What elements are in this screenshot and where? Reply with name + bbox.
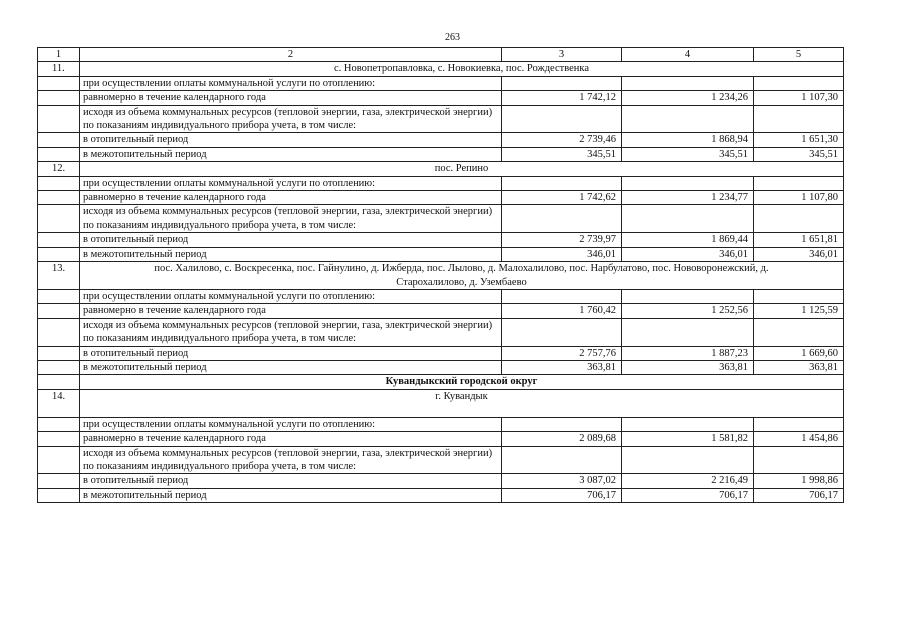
group-title: с. Новопетропавловка, с. Новокиевка, пос. Рождественка — [80, 62, 844, 76]
value-cell: 1 252,56 — [622, 304, 754, 318]
group-index: 14. — [38, 389, 80, 417]
row-label: при осуществлении оплаты коммунальной услуги по отоплению: — [80, 417, 502, 431]
row-label: равномерно в течение календарного года — [80, 304, 502, 318]
empty-cell — [502, 417, 622, 431]
value-cell: 1 887,23 — [622, 346, 754, 360]
value-cell: 1 125,59 — [754, 304, 844, 318]
column-number: 1 — [38, 48, 80, 62]
value-cell: 345,51 — [502, 147, 622, 161]
value-cell: 363,81 — [502, 360, 622, 374]
index-cell — [38, 205, 80, 233]
index-cell — [38, 176, 80, 190]
empty-cell — [502, 289, 622, 303]
empty-cell — [622, 289, 754, 303]
group-title: пос. Репино — [80, 162, 844, 176]
group-index: 12. — [38, 162, 80, 176]
index-cell — [38, 191, 80, 205]
empty-cell — [502, 318, 622, 346]
data-row — [38, 360, 844, 374]
tariff-table — [37, 47, 844, 503]
empty-cell — [502, 176, 622, 190]
value-cell: 1 998,86 — [754, 474, 844, 488]
value-cell: 1 651,30 — [754, 133, 844, 147]
value-cell: 1 581,82 — [622, 432, 754, 446]
column-number: 3 — [502, 48, 622, 62]
value-cell: 1 107,80 — [754, 191, 844, 205]
value-cell: 2 757,76 — [502, 346, 622, 360]
empty-cell — [622, 446, 754, 474]
index-cell — [38, 360, 80, 374]
empty-cell — [754, 289, 844, 303]
empty-cell — [502, 446, 622, 474]
value-cell: 706,17 — [622, 488, 754, 502]
index-cell — [38, 488, 80, 502]
empty-cell — [622, 76, 754, 90]
value-cell: 1 651,81 — [754, 233, 844, 247]
row-label: в межотопительный период — [80, 488, 502, 502]
index-cell — [38, 446, 80, 474]
row-label: в отопительный период — [80, 474, 502, 488]
index-cell — [38, 147, 80, 161]
value-cell: 706,17 — [754, 488, 844, 502]
value-cell: 346,01 — [622, 247, 754, 261]
value-cell: 346,01 — [754, 247, 844, 261]
group-index: 13. — [38, 262, 80, 290]
row-label: в межотопительный период — [80, 147, 502, 161]
index-cell — [38, 233, 80, 247]
empty-cell — [502, 76, 622, 90]
row-label: равномерно в течение календарного года — [80, 191, 502, 205]
index-cell — [38, 304, 80, 318]
group-title-row — [38, 162, 844, 176]
value-cell: 1 760,42 — [502, 304, 622, 318]
empty-cell — [502, 205, 622, 233]
data-row — [38, 474, 844, 488]
column-number: 5 — [754, 48, 844, 62]
column-number: 2 — [80, 48, 502, 62]
index-cell — [38, 289, 80, 303]
label-row — [38, 446, 844, 474]
row-label: равномерно в течение календарного года — [80, 91, 502, 105]
row-label: в отопительный период — [80, 346, 502, 360]
row-label: равномерно в течение календарного года — [80, 432, 502, 446]
value-cell: 3 087,02 — [502, 474, 622, 488]
row-label: в отопительный период — [80, 233, 502, 247]
group-title-row — [38, 262, 844, 290]
index-cell — [38, 76, 80, 90]
index-cell — [38, 247, 80, 261]
index-cell — [38, 105, 80, 133]
section-title: Кувандыкский городской округ — [80, 375, 844, 389]
value-cell: 1 742,62 — [502, 191, 622, 205]
index-cell — [38, 346, 80, 360]
value-cell: 2 089,68 — [502, 432, 622, 446]
data-row — [38, 191, 844, 205]
index-cell — [38, 417, 80, 431]
row-label: исходя из объема коммунальных ресурсов (тепловой энергии, газа, электрической энергии) по показаниям индивидуального прибора учета, в том числе: — [80, 446, 502, 474]
label-row — [38, 318, 844, 346]
empty-cell — [622, 417, 754, 431]
row-label: в отопительный период — [80, 133, 502, 147]
value-cell: 1 234,26 — [622, 91, 754, 105]
data-row — [38, 133, 844, 147]
label-row — [38, 205, 844, 233]
group-title-row — [38, 62, 844, 76]
data-row — [38, 147, 844, 161]
empty-cell — [754, 205, 844, 233]
row-label: исходя из объема коммунальных ресурсов (тепловой энергии, газа, электрической энергии) по показаниям индивидуального прибора учета, в том числе: — [80, 105, 502, 133]
data-row — [38, 432, 844, 446]
value-cell: 1 454,86 — [754, 432, 844, 446]
value-cell: 1 742,12 — [502, 91, 622, 105]
value-cell: 2 739,97 — [502, 233, 622, 247]
value-cell: 1 234,77 — [622, 191, 754, 205]
index-cell — [38, 474, 80, 488]
value-cell: 346,01 — [502, 247, 622, 261]
label-row — [38, 417, 844, 431]
page-number: 263 — [445, 32, 460, 43]
empty-cell — [622, 105, 754, 133]
data-row — [38, 233, 844, 247]
row-label: исходя из объема коммунальных ресурсов (тепловой энергии, газа, электрической энергии) по показаниям индивидуального прибора учета, в том числе: — [80, 205, 502, 233]
empty-cell — [754, 76, 844, 90]
empty-cell — [622, 205, 754, 233]
empty-cell — [754, 318, 844, 346]
empty-cell — [754, 446, 844, 474]
value-cell: 345,51 — [622, 147, 754, 161]
value-cell: 2 739,46 — [502, 133, 622, 147]
value-cell: 1 868,94 — [622, 133, 754, 147]
index-cell — [38, 432, 80, 446]
row-label: исходя из объема коммунальных ресурсов (тепловой энергии, газа, электрической энергии) по показаниям индивидуального прибора учета, в том числе: — [80, 318, 502, 346]
value-cell: 706,17 — [502, 488, 622, 502]
data-row — [38, 346, 844, 360]
data-row — [38, 304, 844, 318]
group-title-row — [38, 389, 844, 417]
empty-cell — [622, 318, 754, 346]
row-label: при осуществлении оплаты коммунальной услуги по отоплению: — [80, 176, 502, 190]
label-row — [38, 176, 844, 190]
row-label: при осуществлении оплаты коммунальной услуги по отоплению: — [80, 76, 502, 90]
index-cell — [38, 318, 80, 346]
data-row — [38, 488, 844, 502]
value-cell: 363,81 — [622, 360, 754, 374]
label-row — [38, 105, 844, 133]
value-cell: 345,51 — [754, 147, 844, 161]
index-cell — [38, 375, 80, 389]
value-cell: 1 107,30 — [754, 91, 844, 105]
label-row — [38, 76, 844, 90]
value-cell: 1 869,44 — [622, 233, 754, 247]
index-cell — [38, 91, 80, 105]
data-row — [38, 247, 844, 261]
section-row — [38, 375, 844, 389]
value-cell: 2 216,49 — [622, 474, 754, 488]
value-cell: 363,81 — [754, 360, 844, 374]
row-label: при осуществлении оплаты коммунальной услуги по отоплению: — [80, 289, 502, 303]
index-cell — [38, 133, 80, 147]
empty-cell — [754, 417, 844, 431]
data-row — [38, 91, 844, 105]
value-cell: 1 669,60 — [754, 346, 844, 360]
label-row — [38, 289, 844, 303]
group-title: пос. Халилово, с. Воскресенка, пос. Гайнулино, д. Ижберда, пос. Лылово, д. Малохалилово, пос. Нарбулатово, пос. Нововоронежский, д. Старохалилово, д. Узембаево — [80, 262, 844, 290]
column-number: 4 — [622, 48, 754, 62]
group-index: 11. — [38, 62, 80, 76]
group-title: г. Кувандык — [80, 389, 844, 417]
empty-cell — [502, 105, 622, 133]
empty-cell — [622, 176, 754, 190]
empty-cell — [754, 105, 844, 133]
row-label: в межотопительный период — [80, 360, 502, 374]
row-label: в межотопительный период — [80, 247, 502, 261]
column-number-row — [38, 48, 844, 62]
empty-cell — [754, 176, 844, 190]
